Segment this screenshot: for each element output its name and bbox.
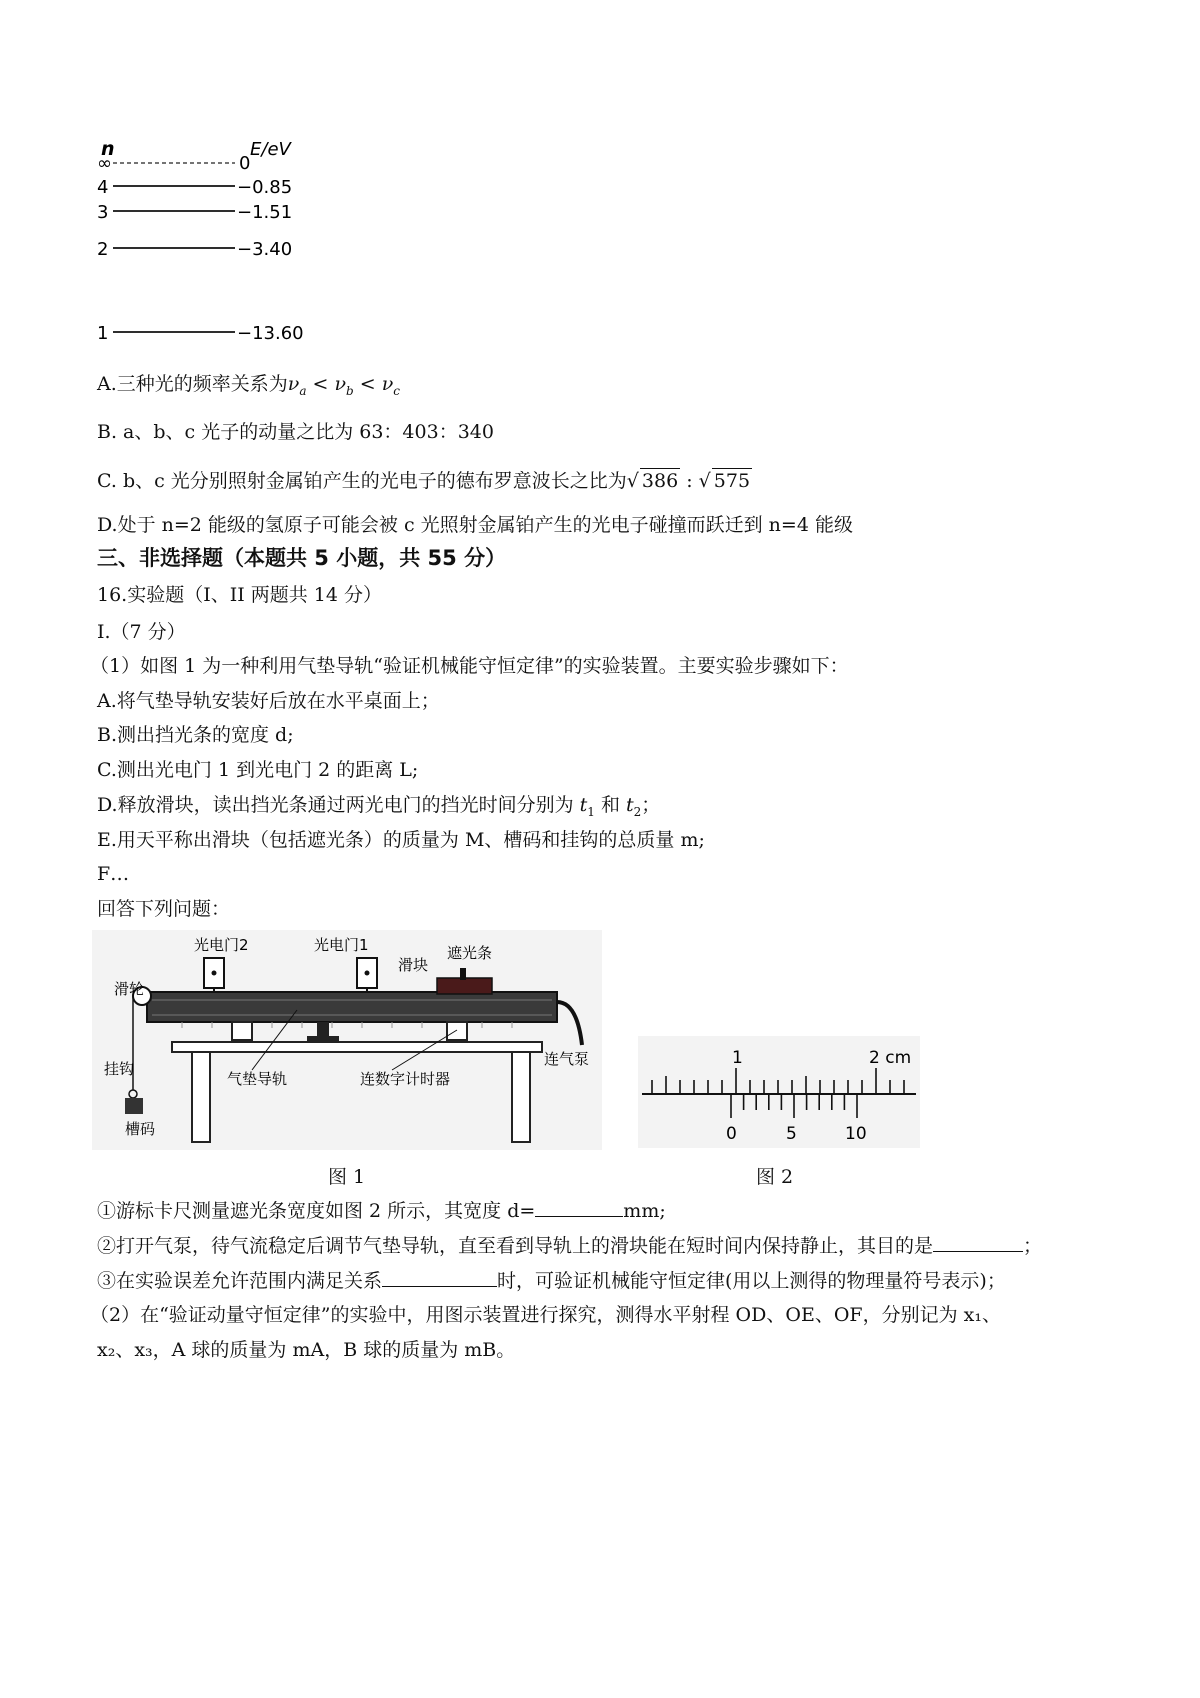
level-n-inf: ∞ xyxy=(97,153,112,174)
option-c: C. b、c 光分别照射金属铂产生的光电子的德布罗意波长之比为√ 386 : √ 575 xyxy=(97,470,751,492)
option-b: B. a、b、c 光子的动量之比为 63：403：340 xyxy=(97,421,494,443)
sqrt-386: 386 xyxy=(641,470,679,492)
figure-1-apparatus xyxy=(92,930,602,1150)
label-weight: 槽码 xyxy=(125,1120,156,1138)
option-c-text: C. b、c 光分别照射金属铂产生的光电子的德布罗意波长之比为 xyxy=(97,470,627,492)
level-n-2: 2 xyxy=(97,239,109,260)
step-a: A.将气垫导轨安装好后放在水平桌面上； xyxy=(97,690,440,712)
label-timer: 连数字计时器 xyxy=(360,1070,451,1088)
step-d: D.释放滑块，读出挡光条通过两光电门的挡光时间分别为 $t_1$ 和 $t_2$； xyxy=(97,794,661,819)
option-d: D.处于 n=2 能级的氢原子可能会被 c 光照射金属铂产生的光电子碰撞而跃迁到 n=4 能级 xyxy=(97,514,853,536)
figure-2-caption: 图 2 xyxy=(756,1166,794,1188)
vernier-label-0: 0 xyxy=(726,1124,737,1144)
answer-blank-purpose[interactable] xyxy=(933,1233,1023,1252)
answer-blank-relation[interactable] xyxy=(382,1268,497,1287)
label-slider: 滑块 xyxy=(398,956,429,974)
main-label-2cm: 2 cm xyxy=(869,1048,912,1068)
level-e-3: −1.51 xyxy=(237,202,293,223)
level-e-1: −13.60 xyxy=(237,323,304,344)
level-n-3: 3 xyxy=(97,202,109,223)
experiment-intro: （1）如图 1 为一种利用气垫导轨“验证机械能守恒定律”的实验装置。主要实验步骤如下： xyxy=(90,655,849,677)
level-e-4: −0.85 xyxy=(237,177,293,198)
label-shade: 遮光条 xyxy=(447,944,493,962)
step-f: F… xyxy=(97,863,130,885)
level-n-4: 4 xyxy=(97,177,109,198)
main-label-1: 1 xyxy=(732,1048,743,1068)
part-1-title: I.（7 分） xyxy=(97,621,186,643)
question-2 xyxy=(97,1233,1042,1258)
n-axis-label: n xyxy=(101,138,115,160)
energy-level-diagram xyxy=(95,135,335,360)
label-pulley: 滑轮 xyxy=(114,980,145,998)
step-d-text: D.释放滑块，读出挡光条通过两光电门的挡光时间分别为 xyxy=(97,794,580,816)
step-b: B.测出挡光条的宽度 d; xyxy=(97,724,294,746)
option-a: A.三种光的频率关系为$\nu_a < \nu_b < \nu_c$ xyxy=(97,373,401,398)
step-e: E.用天平称出滑块（包括遮光条）的质量为 M、槽码和挂钩的总质量 m; xyxy=(97,829,705,851)
question-2-text: ②打开气泵，待气流稳定后调节气垫导轨，直至看到导轨上的滑块能在短时间内保持静止，其目的是 xyxy=(97,1235,934,1257)
section-heading: 三、非选择题（本题共 5 小题，共 55 分） xyxy=(97,546,507,570)
sqrt-575: 575 xyxy=(713,470,751,492)
step-c: C.测出光电门 1 到光电门 2 的距离 L; xyxy=(97,759,419,781)
figure-2-vernier xyxy=(638,1036,920,1148)
label-gate2: 光电门2 xyxy=(194,936,249,954)
label-hook: 挂钩 xyxy=(104,1060,135,1078)
part-2-line-2: x₂、x₃，A 球的质量为 mA，B 球的质量为 mB。 xyxy=(97,1339,516,1361)
level-e-2: −3.40 xyxy=(237,239,293,260)
figure-1-caption: 图 1 xyxy=(328,1166,366,1188)
vernier-label-10: 10 xyxy=(845,1124,867,1144)
label-pump: 连气泵 xyxy=(544,1050,590,1068)
question-3-end: 时，可验证机械能守恒定律(用以上测得的物理量符号表示)； xyxy=(497,1270,1006,1292)
energy-axis-label: E/eV xyxy=(250,139,291,160)
question-3 xyxy=(97,1268,1006,1293)
question-3-text: ③在实验误差允许范围内满足关系 xyxy=(97,1270,383,1292)
option-a-text: A.三种光的频率关系为 xyxy=(97,373,288,395)
step-d-and: 和 xyxy=(594,794,627,816)
label-gate1: 光电门1 xyxy=(314,936,369,954)
question-16-title: 16.实验题（I、II 两题共 14 分） xyxy=(97,584,383,606)
question-1-text: ①游标卡尺测量遮光条宽度如图 2 所示，其宽度 d= xyxy=(97,1200,536,1222)
vernier-label-5: 5 xyxy=(786,1124,797,1144)
level-n-1: 1 xyxy=(97,323,109,344)
answer-blank-width[interactable] xyxy=(535,1198,623,1217)
step-d-end: ； xyxy=(641,794,661,816)
part-2-line-1: （2）在“验证动量守恒定律”的实验中，用图示装置进行探究，测得水平射程 OD、OE、OF，分别记为 x₁、 xyxy=(90,1304,1001,1326)
answer-prompt: 回答下列问题： xyxy=(97,898,231,920)
question-1 xyxy=(97,1198,666,1223)
question-1-unit: mm; xyxy=(623,1200,666,1222)
level-e-inf: 0 xyxy=(239,153,251,174)
question-2-end: ； xyxy=(1023,1235,1043,1257)
label-track: 气垫导轨 xyxy=(227,1070,288,1088)
